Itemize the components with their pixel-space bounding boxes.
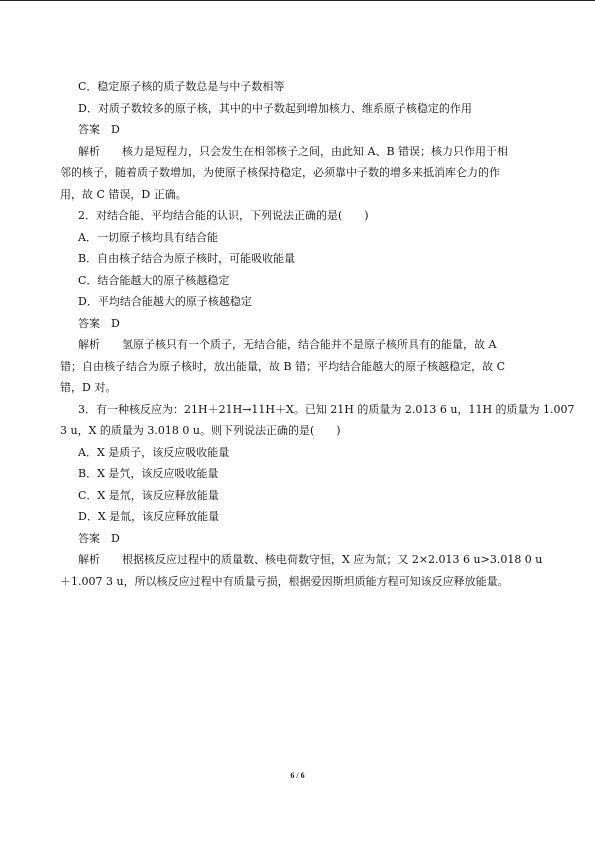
option-c: C．稳定原子核的质子数总是与中子数相等 xyxy=(78,80,285,93)
explanation-line: 解析 核力是短程力，只会发生在相邻核子之间，由此知 A、B 错误；核力只作用于相 xyxy=(78,144,509,158)
page-number: 6 / 6 xyxy=(290,771,305,780)
explanation-line: 解析 根据核反应过程中的质量数、核电荷数守恒，X 应为氚；又 2×2.013 6 u>3.018 0 u xyxy=(78,553,543,566)
option-c: C．结合能越大的原子核越稳定 xyxy=(78,273,230,287)
option-b: B．自由核子结合为原子核时，可能吸收能量 xyxy=(78,252,296,265)
explanation-line: 错，D 对。 xyxy=(60,381,117,394)
answer-line: 答案 D xyxy=(78,531,120,545)
option-d: D．对质子数较多的原子核，其中的中子数起到增加核力、维系原子核稳定的作用 xyxy=(78,101,472,115)
header-rule xyxy=(0,0,595,1)
explanation-line: ＋1.007 3 u，所以核反应过程中有质量亏损，根据爱因斯坦质能方程可知该反应释放能量。 xyxy=(60,574,509,588)
option-c: C．X 是氘，该反应释放能量 xyxy=(78,488,219,502)
option-d: D．X 是氚，该反应释放能量 xyxy=(78,510,220,523)
question-3-cont: 3 u，X 的质量为 3.018 0 u。则下列说法正确的是( ) xyxy=(60,424,341,437)
option-b: B．X 是氕，该反应吸收能量 xyxy=(78,467,219,480)
explanation-line: 用，故 C 错误，D 正确。 xyxy=(60,187,187,201)
option-a: A．一切原子核均具有结合能 xyxy=(78,230,218,244)
question-2: 2．对结合能、平均结合能的认识，下列说法正确的是( ) xyxy=(78,209,369,222)
answer-line: 答案 D xyxy=(78,316,120,330)
option-d: D．平均结合能越大的原子核越稳定 xyxy=(78,295,252,308)
explanation-line: 解析 氢原子核只有一个质子，无结合能，结合能并不是原子核所具有的能量，故 A xyxy=(78,338,497,351)
question-3: 3．有一种核反应为：21H＋21H→11H＋X。已知 21H 的质量为 2.013 6 u，11H 的质量为 1.007 xyxy=(78,402,575,416)
answer-line: 答案 D xyxy=(78,123,120,136)
option-a: A．X 是质子，该反应吸收能量 xyxy=(78,445,230,459)
explanation-line: 错；自由核子结合为原子核时，放出能量，故 B 错；平均结合能越大的原子核越稳定，故 C xyxy=(60,359,505,373)
document-body xyxy=(60,76,575,592)
explanation-line: 邻的核子，随着质子数增加，为使原子核保持稳定，必须靠中子数的增多来抵消库仑力的作 xyxy=(60,166,500,179)
